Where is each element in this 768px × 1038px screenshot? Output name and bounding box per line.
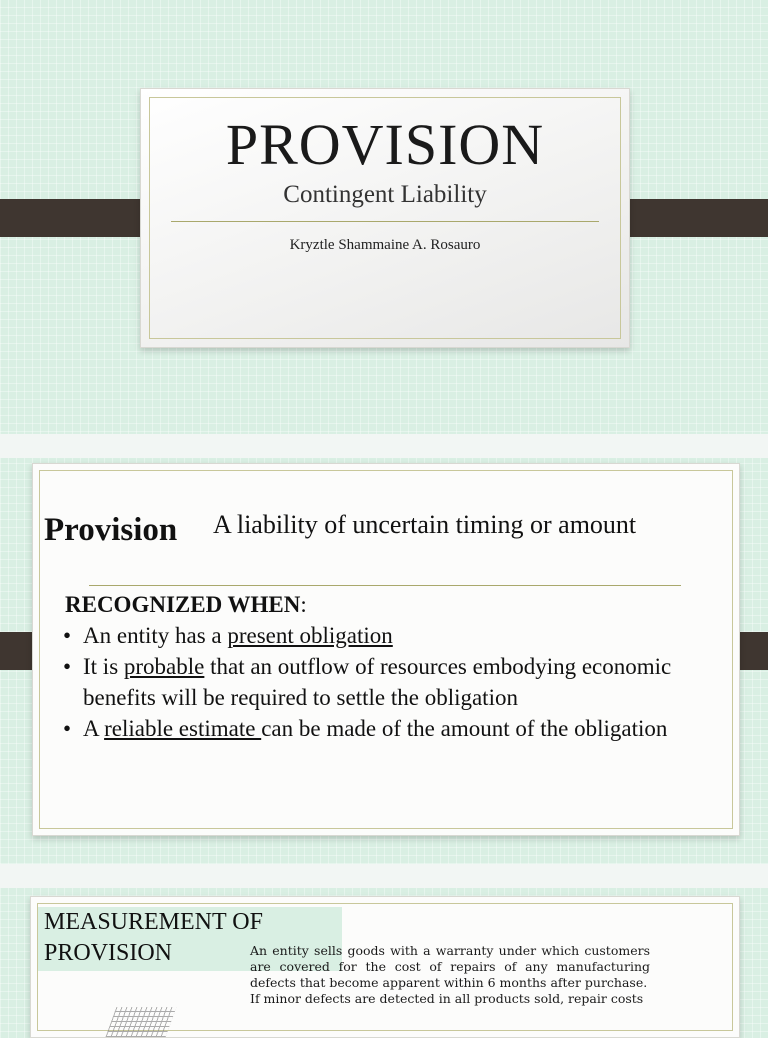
term-heading: Provision bbox=[44, 512, 178, 548]
recognition-heading-colon: : bbox=[300, 592, 307, 617]
measurement-heading-line: PROVISION bbox=[44, 940, 173, 966]
slide-separator bbox=[0, 434, 768, 458]
grid-illustration bbox=[106, 1007, 177, 1037]
author-name: Kryztle Shammaine A. Rosauro bbox=[289, 237, 481, 253]
definition-card bbox=[32, 463, 740, 836]
presentation-title: PROVISION bbox=[225, 112, 545, 177]
measurement-card bbox=[30, 896, 740, 1038]
criterion-key-term: present obligation bbox=[227, 623, 393, 648]
excerpt-paragraph: If minor defects are detected in all products sold, repair costs bbox=[250, 991, 644, 1006]
criterion-text: A bbox=[83, 716, 105, 741]
presentation-subtitle: Contingent Liability bbox=[283, 181, 487, 208]
criterion-key-term: reliable estimate bbox=[104, 716, 262, 741]
recognition-heading-label: RECOGNIZED WHEN bbox=[65, 592, 301, 617]
criterion-item bbox=[63, 651, 763, 713]
divider bbox=[89, 585, 681, 586]
divider bbox=[171, 221, 599, 222]
measurement-heading-line: MEASUREMENT OF bbox=[44, 909, 263, 935]
criterion-text: can be made of the amount of the obligation bbox=[261, 716, 668, 741]
criterion-item bbox=[63, 620, 763, 651]
excerpt-paragraph: An entity sells goods with a warranty under which customers are covered for the cost of repairs of any manufacturing defects that become apparent within 6 months after purchase. bbox=[250, 943, 650, 990]
criterion-item bbox=[63, 713, 763, 744]
criterion-text: that an outflow of resources embodying economic bbox=[204, 654, 672, 679]
decorative-band-right bbox=[613, 199, 768, 237]
decorative-band-left bbox=[0, 199, 155, 237]
title-card bbox=[140, 88, 630, 348]
criterion-key-term: probable bbox=[123, 654, 205, 679]
term-definition: A liability of uncertain timing or amount bbox=[213, 510, 637, 539]
criterion-text: An entity has a bbox=[83, 623, 228, 648]
scanned-excerpt bbox=[250, 943, 650, 1007]
slide-separator bbox=[0, 864, 768, 888]
recognition-criteria-list bbox=[63, 620, 763, 744]
recognition-heading bbox=[65, 592, 307, 618]
criterion-text: It is bbox=[83, 654, 124, 679]
criterion-text-continued: benefits will be required to settle the obligation bbox=[83, 685, 518, 710]
